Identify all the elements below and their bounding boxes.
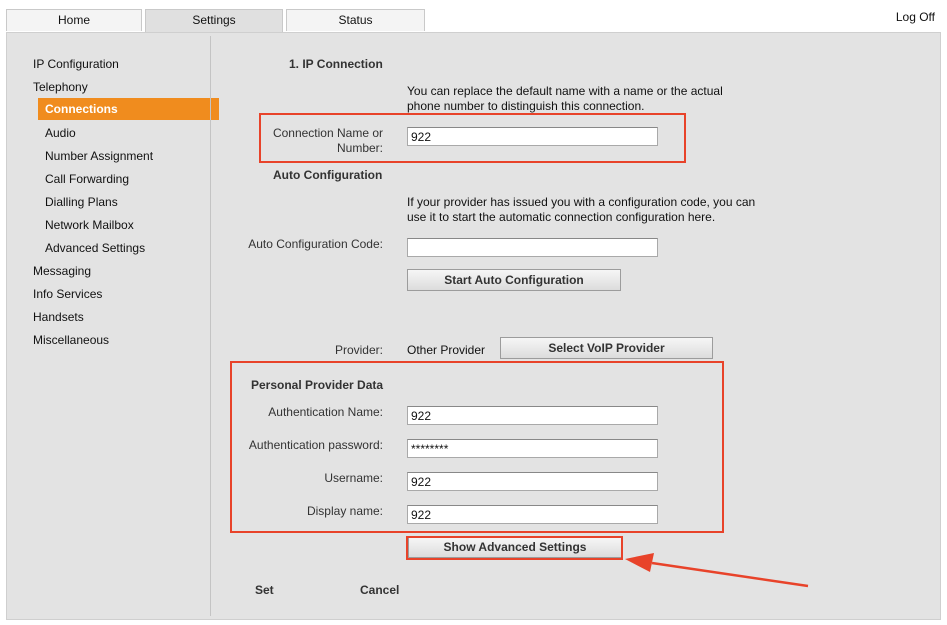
- display-name-label: Display name:: [306, 504, 383, 518]
- provider-label: Provider:: [334, 343, 383, 357]
- highlight-personal-provider-data: [230, 361, 724, 533]
- ip-connection-info-line2: phone number to distinguish this connection.: [407, 99, 645, 113]
- highlight-show-advanced-settings: [406, 536, 623, 560]
- sidebar: [7, 33, 212, 619]
- set-button[interactable]: Set: [255, 583, 274, 597]
- auto-configuration-code-input[interactable]: [407, 238, 658, 257]
- select-voip-provider-button[interactable]: Select VoIP Provider: [500, 337, 713, 359]
- personal-provider-data-heading: Personal Provider Data: [251, 378, 384, 392]
- sidebar-item-ip-configuration[interactable]: IP Configuration: [33, 57, 119, 71]
- auto-configuration-info-line2: use it to start the automatic connection configuration here.: [407, 210, 716, 224]
- auto-configuration-heading: Auto Configuration: [273, 168, 383, 182]
- tab-settings[interactable]: Settings: [145, 9, 283, 33]
- sidebar-divider: [210, 36, 211, 616]
- tab-home[interactable]: Home: [6, 9, 142, 31]
- connection-name-label-line1: Connection Name or: [272, 126, 383, 140]
- sidebar-item-info-services[interactable]: Info Services: [33, 287, 103, 301]
- username-label: Username:: [324, 471, 383, 485]
- auto-configuration-info-line1: If your provider has issued you with a configuration code, you can: [407, 195, 756, 209]
- sidebar-item-network-mailbox[interactable]: Network Mailbox: [45, 218, 134, 232]
- sidebar-item-messaging[interactable]: Messaging: [33, 264, 92, 278]
- sidebar-item-miscellaneous[interactable]: Miscellaneous: [33, 333, 110, 347]
- sidebar-item-call-forwarding[interactable]: Call Forwarding: [45, 172, 130, 186]
- sidebar-item-number-assignment[interactable]: Number Assignment: [45, 149, 154, 163]
- connection-name-label-line2: Number:: [336, 141, 383, 155]
- ip-connection-info: [407, 84, 723, 114]
- auto-configuration-info: [407, 195, 755, 225]
- ip-connection-heading: 1. IP Connection: [289, 57, 383, 71]
- cancel-button[interactable]: Cancel: [360, 583, 400, 597]
- auto-configuration-code-label: Auto Configuration Code:: [248, 237, 383, 251]
- log-off-link[interactable]: Log Off: [895, 10, 935, 24]
- show-advanced-settings-button[interactable]: Show Advanced Settings: [408, 537, 622, 558]
- sidebar-item-dialling-plans[interactable]: Dialling Plans: [45, 195, 118, 209]
- ip-connection-info-line1: You can replace the default name with a name or the actual: [407, 84, 723, 98]
- sidebar-item-audio[interactable]: Audio: [45, 126, 76, 140]
- highlight-connection-name: [259, 113, 686, 163]
- sidebar-item-telephony[interactable]: Telephony: [33, 80, 88, 94]
- tab-status[interactable]: Status: [286, 9, 425, 31]
- authentication-password-label: Authentication password:: [248, 438, 383, 452]
- start-auto-configuration-button[interactable]: Start Auto Configuration: [407, 269, 621, 291]
- sidebar-item-handsets[interactable]: Handsets: [33, 310, 84, 324]
- provider-value: Other Provider: [407, 343, 486, 357]
- sidebar-item-connections[interactable]: Connections: [38, 98, 219, 120]
- sidebar-item-advanced-settings[interactable]: Advanced Settings: [45, 241, 146, 255]
- authentication-name-label: Authentication Name:: [268, 405, 383, 419]
